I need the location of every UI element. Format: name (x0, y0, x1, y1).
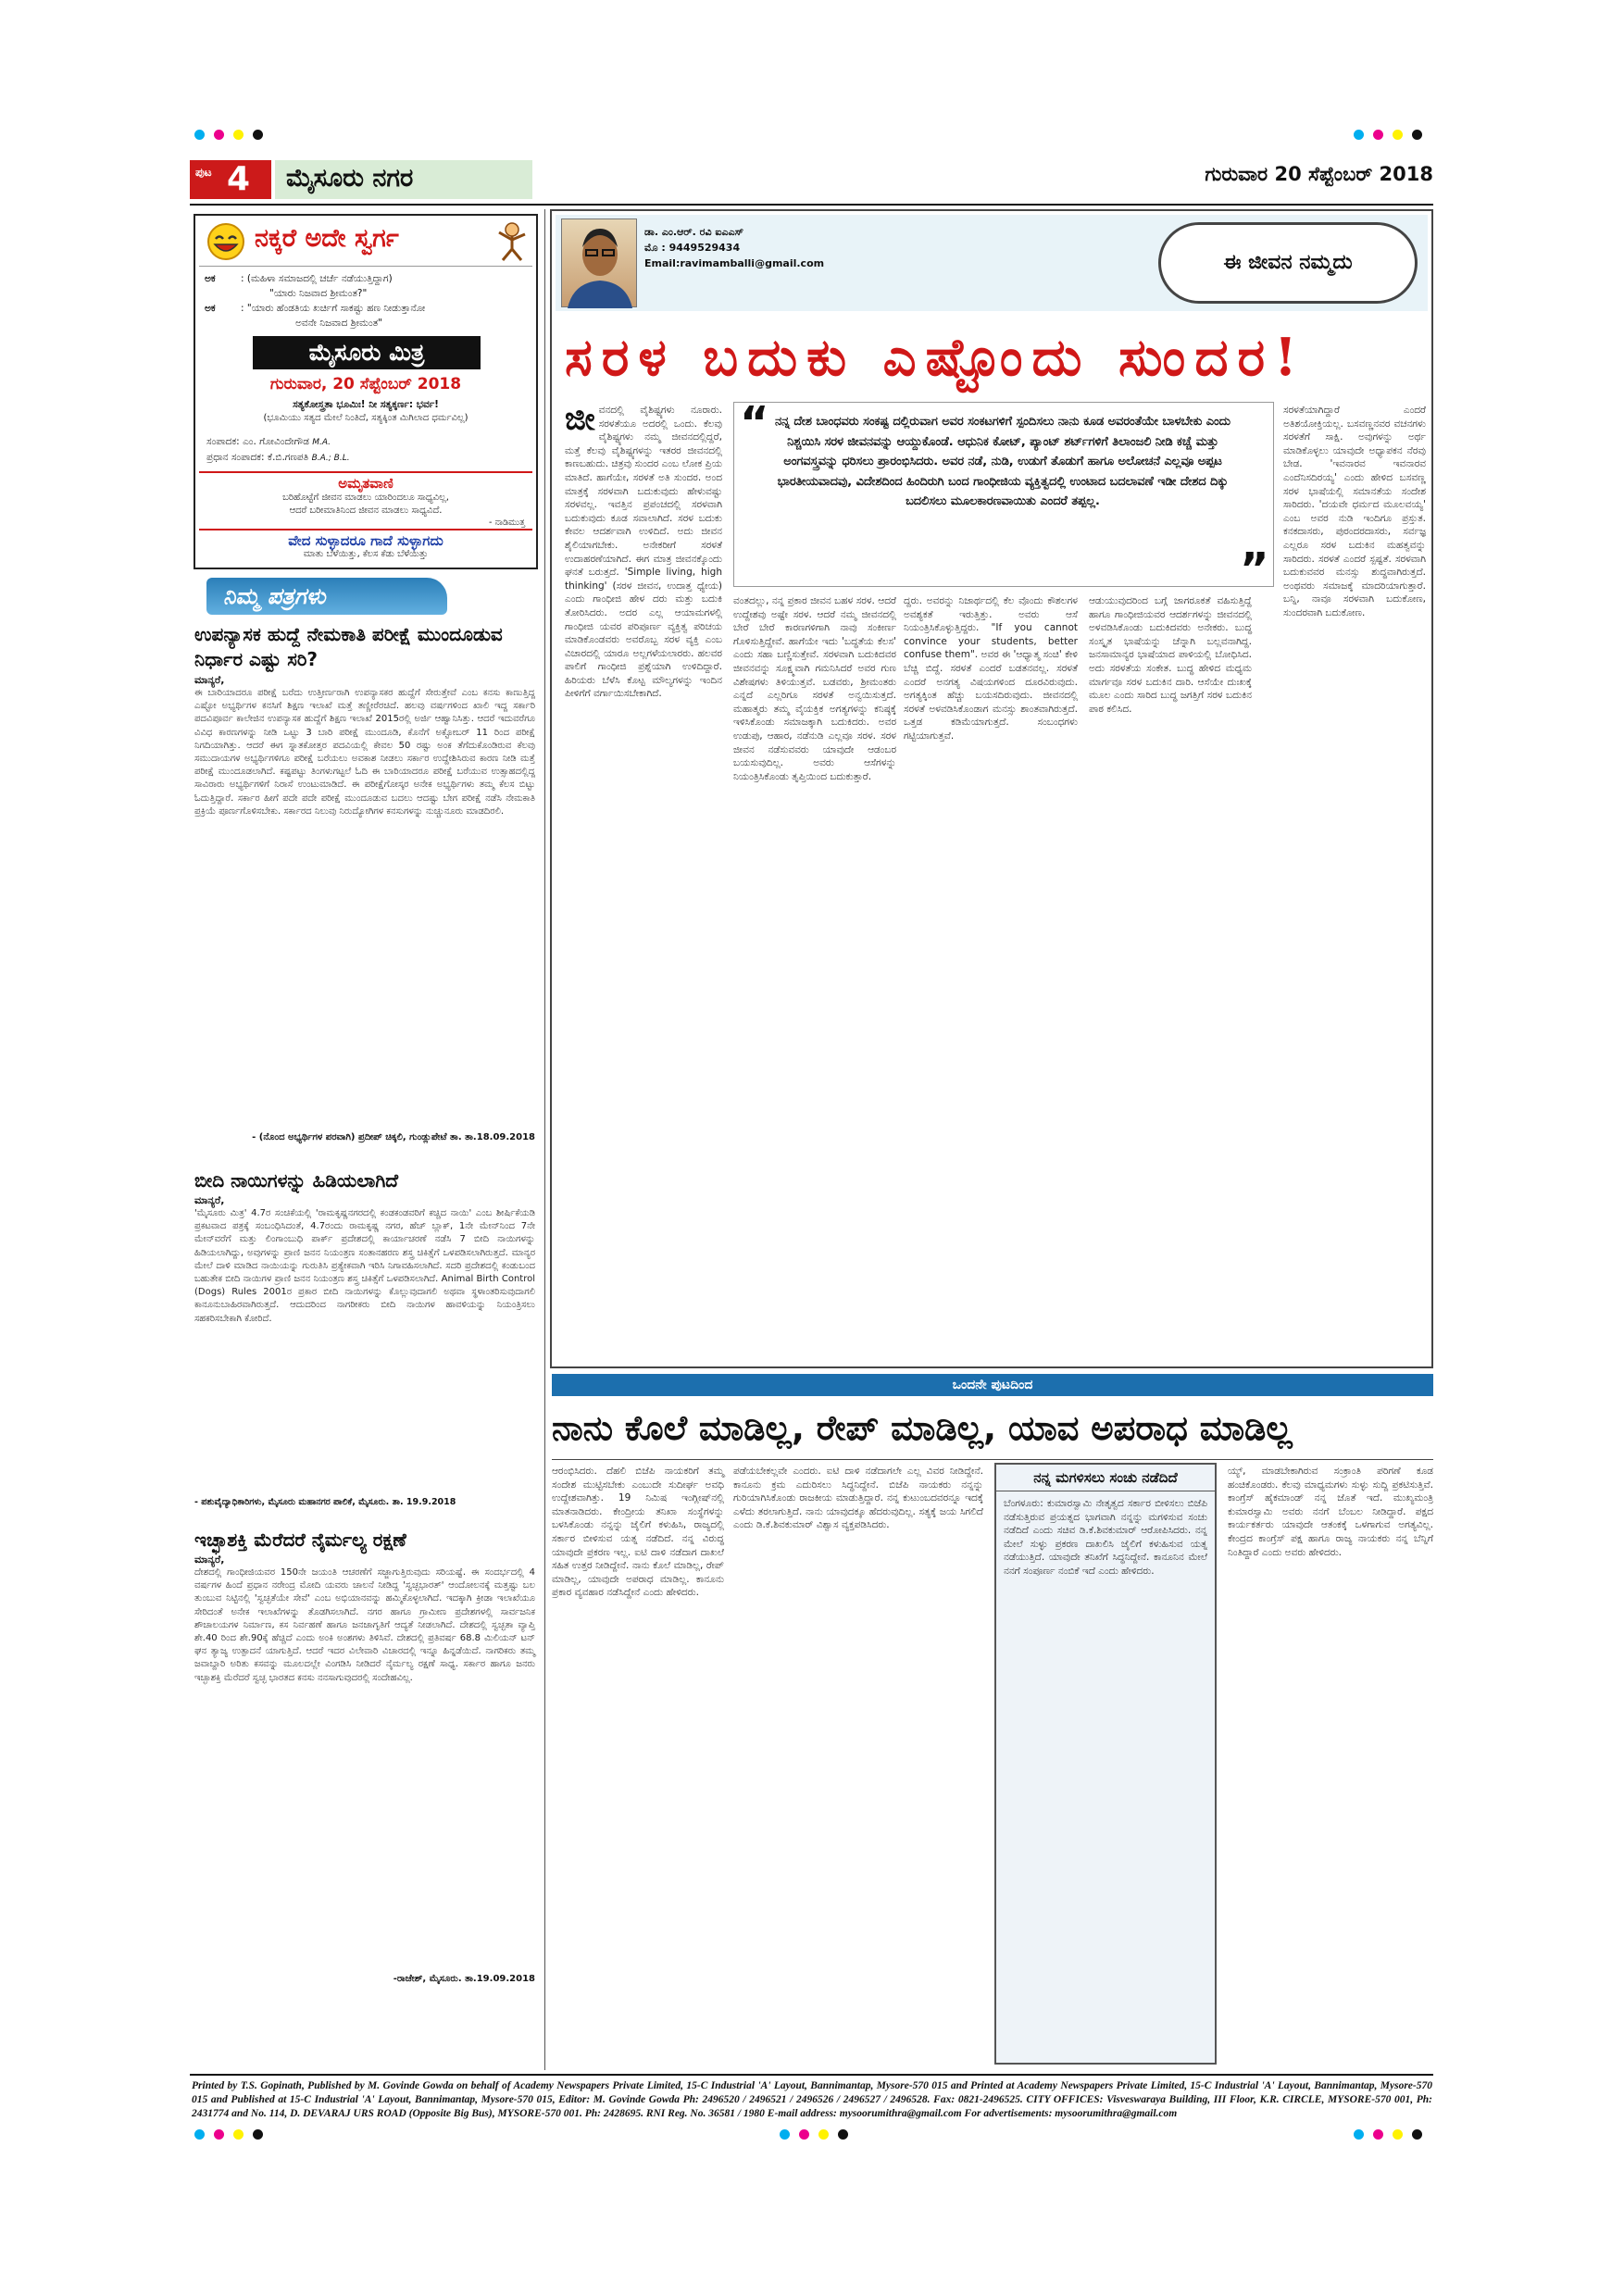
joke-speaker-2: ಅಕ (205, 303, 216, 314)
editor-name: ಎಂ. ಗೋವಿಂದೇಗೌಡ (243, 436, 309, 447)
letters-banner: ನಿಮ್ಮ ಪತ್ರಗಳು (206, 578, 447, 615)
column-divider (544, 209, 545, 2070)
joke-title: ನಕ್ಕರೆ ಅದೇ ಸ್ವರ್ಗ (255, 224, 399, 253)
amrutavani-title: ಅಮೃತವಾಣಿ (338, 475, 394, 492)
footer-rule (190, 2074, 1433, 2076)
column-article-frame (550, 209, 1433, 1368)
footer-imprint: Printed by T.S. Gopinath, Published by M. Govinde Gowda on behalf of Academy Newspapers Private Limited, 15-C Industrial 'A' Layout, Bannimantap, Mysore-570 015 and Printed at Academy Newspapers Private Limited, 15-C Industrial 'A' Layout, Bannimantap, Mysore-570 015 and Published at 15-C Industrial 'A' Layout, Bannimantap, Mysore-570 015, Editor: M. Govinde Gowda Ph: 2496520 / 2496521 / 2496526 / 2496527 / 2496528. Fax: 0821-2496525. CITY OFFICES: Visveswaraya Building, III Floor, K.R. CIRCLE, MYSORE-570 001, Ph: 2431774 and No. 114, D. DEVARAJ URS ROAD (Opposite Big Bus), MYSORE-570 001. Ph: 2428695. RNI Reg. No. 36581 / 1980 E-mail address: mysoorumithra@gmail.com For advertisements: mysoorumithra@gmail.com (192, 2080, 1432, 2119)
registration-marks-top-left (194, 130, 263, 140)
letter-3-salutation: ಮಾನ್ಯರೆ, (194, 1554, 225, 1566)
joke-line-1: : (ಮಹಿಳಾ ಸಮಾಜದಲ್ಲಿ ಚರ್ಚೆ ನಡೆಯುತ್ತಿದ್ದಾಗ) (241, 273, 393, 284)
amrutavani-line-1: ಬರಿಹೊಟ್ಟೆಗೆ ಜೀವನ ಮಾಡಲು ಯಾರಿಂದಲೂ ಸಾಧ್ಯವಿಲ್ಲ, (282, 493, 449, 503)
news-body-2: ಪಡೆಯಬೇಕಲ್ಲವೇ ಎಂದರು. ಐಟಿ ದಾಳಿ ನಡೆದಾಗಲೇ ಎಲ್ಲ ವಿವರ ನೀಡಿದ್ದೇನೆ. ಕಾನೂನು ಕ್ರಮ ಎದುರಿಸಲು ಸಿದ್ಧನಿದ್ದೇನೆ. ಬಿಜೆಪಿ ನಾಯಕರು ನನ್ನನ್ನು ಗುರಿಯಾಗಿಸಿಕೊಂಡು ರಾಜಕೀಯ ಮಾಡುತ್ತಿದ್ದಾರೆ. ನನ್ನ ಕುಟುಂಬದವರನ್ನೂ ಇದಕ್ಕೆ ಎಳೆದು ತರಲಾಗುತ್ತಿದೆ. ನಾನು ಯಾವುದಕ್ಕೂ ಹೆದರುವುದಿಲ್ಲ. ಸತ್ಯಕ್ಕೆ ಜಯ ಸಿಗಲಿದೆ ಎಂದು ಡಿ.ಕೆ.ಶಿವಕುಮಾರ್ ವಿಶ್ವಾಸ ವ್ಯಕ್ತಪಡಿಸಿದರು. (733, 1466, 987, 1531)
exec-editor-name: ಕೆ.ಬಿ.ಗಣಪತಿ (267, 452, 309, 463)
masthead-motto-translation: (ಭೂಮಿಯು ಸತ್ಯದ ಮೇಲೆ ನಿಂತಿದೆ, ಸತ್ಯಕ್ಕಿಂತ ಮಿಗಿಲಾದ ಧರ್ಮವಿಲ್ಲ) (263, 413, 468, 423)
paper-name-logo: ಮೈಸೂರು ಮಿತ್ರ (253, 336, 481, 369)
amrutavani-box (199, 471, 532, 529)
open-quote-icon: “ (740, 397, 769, 449)
dancing-figure-icon (493, 221, 531, 262)
page-number-badge (190, 160, 271, 199)
letter-2-headline: ಬೀದಿ ನಾಯಿಗಳನ್ನು ಹಿಡಿಯಲಾಗಿದೆ (194, 1169, 399, 1192)
column-body-2: ವಂತದಲ್ಲು, ನನ್ನ ಪ್ರಕಾರ ಜೀವನ ಬಹಳ ಸರಳ. ಆದರೆ ಉದ್ದೇಶವು ಅಷ್ಟೇ ಸರಳ. ಆದರೆ ನಮ್ಮ ಜೀವನದಲ್ಲಿ ಬೇರೆ ಬೇರೆ ಕಾರಣಗಳಿಗಾಗಿ ನಾವು ಸಂಕೀರ್ಣ ಗೊಳಿಸುತ್ತಿದ್ದೇವೆ. ಹಾಗೆಯೇ ಇದು 'ಬದ್ಧತೆಯ ಕೆಲಸ' ಎಂದು ಸಹಾ ಬಣ್ಣಿಸುತ್ತೇವೆ. ಸರಳವಾಗಿ ಬದುಕಿದವರ ಜೀವನವನ್ನು ಸೂಕ್ಷ್ಮವಾಗಿ ಗಮನಿಸಿದರೆ ಅವರ ಗುಣ ವಿಶೇಷಗಳು ತಿಳಿಯುತ್ತವೆ. ಬಡವರು, ಶ್ರೀಮಂತರು ಎನ್ನದೆ ಎಲ್ಲರಿಗೂ ಸರಳತೆ ಅನ್ವಯಿಸುತ್ತದೆ. ಮಹಾತ್ಮರು ತಮ್ಮ ವೈಯಕ್ತಿಕ ಅಗತ್ಯಗಳನ್ನು ಕನಿಷ್ಠಕ್ಕೆ ಇಳಿಸಿಕೊಂಡು ಸಮಾಜಕ್ಕಾಗಿ ಬದುಕಿದರು. ಅವರ ಉಡುಪು, ಆಹಾರ, ನಡೆನುಡಿ ಎಲ್ಲವೂ ಸರಳ. ಸರಳ ಜೀವನ ನಡೆಸುವವರು ಯಾವುದೇ ಆಡಂಬರ ಬಯಸುವುದಿಲ್ಲ. ಅವರು ಆಸೆಗಳನ್ನು ನಿಯಂತ್ರಿಸಿಕೊಂಡು ತೃಪ್ತಿಯಿಂದ ಬದುಕುತ್ತಾರೆ. (733, 595, 900, 782)
letter-2-salutation: ಮಾನ್ಯರೆ, (194, 1194, 225, 1206)
joke-line-3: : "ಯಾರು ಹೆಂಡತಿಯ ಖರ್ಚಿಗೆ ಸಾಕಷ್ಟು ಹಣ ನೀಡುತ್ತಾನೋ (241, 303, 426, 314)
letter-2 (194, 1168, 539, 1508)
author-mobile: ಮೊ : 9449529434 (644, 242, 741, 254)
proverb-box (199, 529, 532, 568)
joke-divider (199, 266, 532, 267)
section-name: ಮೈಸೂರು ನಗರ (286, 164, 414, 193)
news-body-4: ಯ್ಯ್, ಮಾಡಬೇಕಾಗಿರುವ ಸಂಕ್ರಾಂತಿ ಪರಿಗಣೆ ಕೂಡ ಹಂಚಿಕೊಂಡರು. ಕೆಲವು ಮಾಧ್ಯಮಗಳು ಸುಳ್ಳು ಸುದ್ದಿ ಪ್ರಕಟಿಸುತ್ತಿವೆ. ಕಾಂಗ್ರೆಸ್ ಹೈಕಮಾಂಡ್ ನನ್ನ ಜೊತೆ ಇದೆ. ಮುಖ್ಯಮಂತ್ರಿ ಕುಮಾರಸ್ವಾಮಿ ಅವರು ನನಗೆ ಬೆಂಬಲ ನೀಡಿದ್ದಾರೆ. ಪಕ್ಷದ ಕಾರ್ಯಕರ್ತರು ಯಾವುದೇ ಆತಂಕಕ್ಕೆ ಒಳಗಾಗುವ ಅಗತ್ಯವಿಲ್ಲ. ಕೇಂದ್ರದ ಕಾಂಗ್ರೆಸ್ ಪಕ್ಷ ಹಾಗೂ ರಾಜ್ಯ ನಾಯಕರು ನನ್ನ ಬೆನ್ನಿಗೆ ನಿಂತಿದ್ದಾರೆ ಎಂದು ಅವರು ಹೇಳಿದರು. (1228, 1466, 1437, 1558)
letter-2-body: 'ಮೈಸೂರು ಮಿತ್ರ' 4.7ರ ಸಂಚಿಕೆಯಲ್ಲಿ 'ರಾಮಕೃಷ್ಣನಗರದಲ್ಲಿ ಕಂಡಕಂಡವರಿಗೆ ಕಚ್ಚಿದ ನಾಯಿ' ಎಂಬ ಶೀರ್ಷಿಕೆಯಡಿ ಪ್ರಕಟವಾದ ಪತ್ರಕ್ಕೆ ಸಂಬಂಧಿಸಿದಂತೆ, 4.7ರಂದು ರಾಮಕೃಷ್ಣ ನಗರ, ಹೆಚ್ ಬ್ಲಾಕ್, 1ನೇ ಮೇನ್‌ನಿಂದ 7ನೇ ಮೇನ್‌ವರೆಗೆ ಮತ್ತು ಲಿಂಗಾಂಬುಧಿ ಪಾರ್ಕ್ ಪ್ರದೇಶದಲ್ಲಿ ಕಾರ್ಯಾಚರಣೆ ನಡೆಸಿ 7 ಬೀದಿ ನಾಯಿಗಳನ್ನು ಹಿಡಿಯಲಾಗಿದ್ದು, ಅವುಗಳನ್ನು ಪ್ರಾಣಿ ಜನನ ನಿಯಂತ್ರಣ ಸಂತಾನಹರಣ ಶಸ್ತ್ರ ಚಿಕಿತ್ಸೆಗೆ ಒಳಪಡಿಸಲಾಗಿರುತ್ತದೆ. ಮಾನ್ಯರ ಮೇಲೆ ದಾಳಿ ಮಾಡಿದ ನಾಯಿಯನ್ನು ಗುರುತಿಸಿ ಪ್ರತ್ಯೇಕವಾಗಿ ಇರಿಸಿ ನಿಗಾವಹಿಸಲಾಗಿದೆ. ಸದರಿ ಪ್ರದೇಶದಲ್ಲಿ ಕಂಡುಬಂದ ಬಹುತೇಕ ಬೀದಿ ನಾಯಿಗಳ ಪ್ರಾಣಿ ಜನನ ನಿಯಂತ್ರಣ ಶಸ್ತ್ರ ಚಿಕಿತ್ಸೆಗೆ ಒಳಪಡಿಸಲಾಗಿದೆ. Animal Birth Control (Dogs) Rules 2001ರ ಪ್ರಕಾರ ಬೀದಿ ನಾಯಿಗಳನ್ನು ಕೊಲ್ಲುವುದಾಗಲಿ ಅಥವಾ ಸ್ಥಳಾಂತರಿಸುವುದಾಗಲಿ ಕಾನೂನುಬಾಹಿರವಾಗಿರುತ್ತದೆ. ಆದುದರಿಂದ ನಾಗರೀಕರು ಬೀದಿ ನಾಯಿಗಳ ಹಾವಳಿಯನ್ನು ನಿಯಂತ್ರಿಸಲು ಸಹಕರಿಸಬೇಕಾಗಿ ಕೋರಿದೆ. (194, 1208, 539, 1324)
column-text-1 (565, 401, 726, 1357)
joke-line-4: ಅವನೇ ನಿಜವಾದ ಶ್ರೀಮಂತ" (295, 318, 383, 329)
dropcap: ಜೀ (565, 401, 595, 438)
header-date: ಗುರುವಾರ 20 ಸೆಪ್ಟೆಂಬರ್ 2018 (1205, 163, 1433, 185)
author-name: ಡಾ. ಎಂ.ಆರ್. ರವಿ ಐಎಎಸ್ (644, 226, 744, 238)
author-portrait-icon (562, 219, 638, 308)
pull-quote-text: ನನ್ನ ದೇಶ ಬಾಂಧವರು ಸಂಕಷ್ಟ ದಲ್ಲಿರುವಾಗ ಅವರ ಸಂಕಟಗಳಿಗೆ ಸ್ಪಂದಿಸಲು ನಾನು ಕೂಡ ಅವರಂತೆಯೇ ಬಾಳಬೇಕು ಎಂದು ನಿಶ್ಚಯಿಸಿ ಸರಳ ಜೀವನವನ್ನು ಆಯ್ದುಕೊಂಡೆ. ಆಧುನಿಕ ಕೋಟ್, ಪ್ಯಾಂಟ್ ಶರ್ಟ್‌ಗಳಿಗೆ ತಿಲಾಂಜಲಿ ನೀಡಿ ಕಚ್ಚೆ ಮತ್ತು ಅಂಗವಸ್ತ್ರವನ್ನು ಧರಿಸಲು ಪ್ರಾರಂಭಿಸಿದರು. ಅವರ ನಡೆ, ನುಡಿ, ಉಡುಗೆ ತೊಡುಗೆ ಹಾಗೂ ಅಲೋಚನೆ ಎಲ್ಲವೂ ಅಪ್ಪಟ ಭಾರತೀಯವಾದವು, ವಿದೇಶದಿಂದ ಹಿಂದಿರುಗಿ ಬಂದ ಗಾಂಧೀಜಿಯ ವ್ಯಕ್ತಿತ್ವದಲ್ಲಿ ಉಂಟಾದ ಬದಲಾವಣೆ ಇಡೀ ದೇಶದ ದಿಕ್ಕು ಬದಲಿಸಲು ಮೂಲಕಾರಣವಾಯಿತು ಎಂದರೆ ತಪ್ಪಲ್ಲ. (775, 415, 1230, 508)
page-label: ಪುಟ (195, 166, 212, 179)
letter-1-salutation: ಮಾನ್ಯರೆ, (194, 674, 225, 686)
news-headline: ನಾನು ಕೊಲೆ ಮಾಡಿಲ್ಲ, ರೇಪ್ ಮಾಡಿಲ್ಲ, ಯಾವ ಅಪರಾಧ ಮಾಡಿಲ್ಲ (552, 1408, 1293, 1448)
amrutavani-line-2: ಆದರೆ ಬರೀಮಾತಿನಿಂದ ಜೀವನ ಮಾಡಲು ಸಾಧ್ಯವಿದೆ. (289, 505, 443, 516)
editor-credits (206, 434, 531, 466)
author-info (644, 224, 922, 271)
masthead-motto: ಸತ್ಯಕೋಸ್ತ್ರತಾ ಭೂಮಿಃ! ನೀ ಸತ್ಯಕ್ಕರ್ಣ: ಭರ್ವ! (293, 399, 439, 410)
news-sidebar-title: ನನ್ನ ಮಗಳಿಸಲು ಸಂಚು ನಡೆದಿದೆ (996, 1465, 1215, 1491)
joke-title-row (199, 221, 532, 262)
exec-editor-degree: B.A.; B.L. (311, 454, 350, 463)
left-top-box (194, 214, 538, 569)
letter-3 (194, 1528, 539, 1984)
editor-label: ಸಂಪಾದಕ: (206, 436, 240, 447)
header-rule (190, 204, 1433, 206)
letter-3-headline: ಇಚ್ಛಾಶಕ್ತಿ ಮೆರೆದರೆ ನೈರ್ಮಲ್ಯ ರಕ್ಷಣೆ (194, 1529, 406, 1551)
author-photo (561, 218, 637, 307)
column-body-3: ದ್ದರು. ಅವರನ್ನು ನಿಜಾರ್ಥದಲ್ಲಿ ಕೆಲ ವೊಂದು ಕೌಶಲಗಳ ಅವಶ್ಯಕತೆ ಇರುತ್ತಿತ್ತು. ಅವರು ಆಸೆ ನಿಯಂತ್ರಿಸಿಕೊಳ್ಳುತ್ತಿದ್ದರು. "If you cannot convince your students, better confuse them". ಅವರ ಈ 'ಆಧ್ಯಾತ್ಮ ಸಂಚಿ' ಕೇಳಿ ಬೆಚ್ಚಿ ಬಿದ್ದೆ. ಸರಳತೆ ಎಂದರೆ ಬಡತನವಲ್ಲ. ಸರಳತೆ ಎಂದರೆ ಅನಗತ್ಯ ವಿಷಯಗಳಿಂದ ದೂರವಿರುವುದು. ಅಗತ್ಯಕ್ಕಿಂತ ಹೆಚ್ಚು ಬಯಸದಿರುವುದು. ಜೀವನದಲ್ಲಿ ಸರಳತೆ ಅಳವಡಿಸಿಕೊಂಡಾಗ ಮನಸ್ಸು ಶಾಂತವಾಗಿರುತ್ತದೆ. ಒತ್ತಡ ಕಡಿಮೆಯಾಗುತ್ತದೆ. ಸಂಬಂಧಗಳು ಗಟ್ಟಿಯಾಗುತ್ತವೆ. (904, 595, 1081, 742)
section-name-bar (275, 160, 532, 199)
page-header-left (190, 160, 532, 199)
letter-2-signoff: - ಪಶುವೈದ್ಯಾಧಿಕಾರಿಗಳು, ಮೈಸೂರು ಮಹಾನಗರ ಪಾಲಿಕೆ, ಮೈಸೂರು. ತಾ. 19.9.2018 (194, 1497, 456, 1507)
pull-quote-box (733, 397, 1274, 595)
letter-1-headline: ಉಪನ್ಯಾಸಕ ಹುದ್ದೆ ನೇಮಕಾತಿ ಪರೀಕ್ಷೆ ಮುಂದೂಡುವ ನಿರ್ಧಾರ ಎಷ್ಟು ಸರಿ? (194, 623, 503, 670)
amrutavani-credit: - ನಾಡಿಮುತ್ತ (489, 518, 525, 528)
laughing-face-icon (205, 221, 247, 262)
column-series-badge: ಈ ಜೀವನ ನಮ್ಮದು (1158, 222, 1418, 304)
editor-degree: M.A. (312, 438, 331, 447)
joke-line-2: "ಯಾರು ನಿಜವಾದ ಶ್ರೀಮಂತ?" (269, 288, 368, 299)
registration-marks-bottom-right (1354, 2129, 1422, 2140)
news-body-1: ಆರಂಭಿಸಿದರು. ದೆಹಲಿ ಬಿಜೆಪಿ ನಾಯಕರಿಗೆ ತಮ್ಮ ಸಂದೇಶ ಮುಟ್ಟಿಸಬೇಕು ಎಂಬುದೇ ಸುದೀರ್ಘ ಅವಧಿ ಉದ್ದೇಶವಾಗಿತ್ತು. 19 ನಿಮಿಷ ಇಂಗ್ಲೀಷ್‌ನಲ್ಲಿ ಮಾತನಾಡಿದರು. ಕೇಂದ್ರೀಯ ತನಿಖಾ ಸಂಸ್ಥೆಗಳನ್ನು ಬಳಸಿಕೊಂಡು ನನ್ನನ್ನು ಜೈಲಿಗೆ ಕಳುಹಿಸಿ, ರಾಜ್ಯದಲ್ಲಿ ಸರ್ಕಾರ ಬೀಳಿಸುವ ಯತ್ನ ನಡೆದಿದೆ. ನನ್ನ ವಿರುದ್ಧ ಯಾವುದೇ ಪ್ರಕರಣ ಇಲ್ಲ. ಐಟಿ ದಾಳಿ ನಡೆದಾಗ ದಾಖಲೆ ಸಹಿತ ಉತ್ತರ ನೀಡಿದ್ದೇನೆ. ನಾನು ಕೊಲೆ ಮಾಡಿಲ್ಲ, ರೇಪ್ ಮಾಡಿಲ್ಲ, ಯಾವುದೇ ಅಪರಾಧ ಮಾಡಿಲ್ಲ. ಕಾನೂನು ಪ್ರಕಾರ ವ್ಯವಹಾರ ನಡೆಸಿದ್ದೇನೆ ಎಂದು ಹೇಳಿದರು. (552, 1466, 728, 1599)
column-body-1: ವನದಲ್ಲಿ ವೈಶಿಷ್ಟ್ಯಗಳು ನೂರಾರು. ಸರಳತೆಯೂ ಅದರಲ್ಲಿ ಒಂದು. ಕೆಲವು ವೈಶಿಷ್ಟ್ಯಗಳು ನಮ್ಮ ಜೀವನದಲ್ಲಿದ್ದರೆ, ಮತ್ತೆ ಕೆಲವು ವೈಶಿಷ್ಟ್ಯಗಳನ್ನು ಇತರರ ಜೀವನದಲ್ಲಿ ಕಾಣಬಹುದು. ಚಿತ್ರವು ಸುಂದರ ಎಂಬ ಲೋಕ ಪ್ರಿಯ ಮಾತಿದೆ. ಹಾಗೆಯೇ, ಸರಳತೆ ಅತಿ ಸುಂದರ. ಅಂದ ಮಾತ್ರಕ್ಕೆ ಸರಳವಾಗಿ ಬದುಕುವುದು ಹೇಳುವಷ್ಟು ಸರಳವಲ್ಲ. ಇವತ್ತಿನ ಪ್ರಪಂಚದಲ್ಲಿ ಸರಳವಾಗಿ ಬದುಕುವುದು ಕೂಡ ಸವಾಲಾಗಿದೆ. ಸರಳ ಬದುಕು ಕೇವಲ ಆದರ್ಶವಾಗಿ ಉಳಿದಿದೆ. ಅದು ಜೀವನ ಶೈಲಿಯಾಗಬೇಕು. ಅನೇಕರೀಗೆ ಸರಳತೆ ಉದಾಹರಣೆಯಾಗಿದೆ. ಈಗ ಮಾತ್ರ ಜೀವನಕ್ಕೊಂದು ಘನತೆ ಬರುತ್ತದೆ. 'Simple living, high thinking' (ಸರಳ ಜೀವನ, ಉದಾತ್ತ ಧ್ಯೇಯ) ಎಂದು ಗಾಂಧೀಜಿ ಹೇಳ ದರು ಮತ್ತು ಬದುಕಿ ತೋರಿಸಿದರು. ಅದರ ಎಲ್ಲ ಆಯಾಮಗಳಲ್ಲಿ ಗಾಂಧೀಜಿ ಯವರ ಪರಿಪೂರ್ಣ ವ್ಯಕ್ತಿತ್ವ ಪರಿಚಯ ಮಾಡಿಕೊಂಡವರು ಅವರೊಬ್ಬ ಸರಳ ವ್ಯಕ್ತಿ ಎಂಬ ವಿಚಾರದಲ್ಲಿ ಯಾರೂ ಅಲ್ಲಗಳೆಯಲಾರರು. ಹಲವರ ಪಾಲಿಗೆ ಗಾಂಧೀಜಿ ಪ್ರಶ್ನೆಯಾಗಿ ಉಳಿದಿದ್ದಾರೆ. ಹಿರಿಯರು ಬೆಳೆಸಿ ಕೊಟ್ಟ ಮೌಲ್ಯಗಳನ್ನು ಇಂದಿನ ಪೀಳಿಗೆಗೆ ವರ್ಗಾಯಿಸಬೇಕಾಗಿದೆ. (565, 405, 726, 700)
registration-marks-bottom-left (194, 2129, 263, 2140)
news-sidebar-body: ಬೆಂಗಳೂರು: ಕುಮಾರಸ್ವಾಮಿ ನೇತೃತ್ವದ ಸರ್ಕಾರ ಬೀಳಿಸಲು ಬಿಜೆಪಿ ನಡೆಸುತ್ತಿರುವ ಪ್ರಯತ್ನದ ಭಾಗವಾಗಿ ನನ್ನನ್ನು ಮಗಳಿಸುವ ಸಂಚು ನಡೆದಿದೆ ಎಂದು ಸಚಿವ ಡಿ.ಕೆ.ಶಿವಕುಮಾರ್ ಆರೋಪಿಸಿದರು. ನನ್ನ ಮೇಲೆ ಸುಳ್ಳು ಪ್ರಕರಣ ದಾಖಲಿಸಿ ಜೈಲಿಗೆ ಕಳುಹಿಸುವ ಯತ್ನ ನಡೆಯುತ್ತಿದೆ. ಯಾವುದೇ ತನಿಖೆಗೆ ಸಿದ್ಧನಿದ್ದೇನೆ. ಕಾನೂನಿನ ಮೇಲೆ ನನಗೆ ಸಂಪೂರ್ಣ ನಂಬಿಕೆ ಇದೆ ಎಂದು ಹೇಳಿದರು. (1004, 1498, 1211, 1577)
close-quote-icon: ” (1240, 543, 1269, 595)
masthead-date: ಗುರುವಾರ, 20 ಸೆಪ್ಟೆಂಬರ್ 2018 (269, 375, 462, 393)
proverb-title: ವೇದ ಸುಳ್ಳಾದರೂ ಗಾದೆ ಸುಳ್ಳಾಗದು (288, 532, 443, 549)
exec-editor-label: ಪ್ರಧಾನ ಸಂಪಾದಕ: (206, 452, 265, 463)
letter-3-body: ದೇಶದಲ್ಲಿ ಗಾಂಧೀಜಿಯವರ 150ನೇ ಜಯಂತಿ ಆಚರಣೆಗೆ ಸಜ್ಜಾಗುತ್ತಿರುವುದು ಸರಿಯಷ್ಟೆ. ಈ ಸಂದರ್ಭದಲ್ಲಿ 4 ವರ್ಷಗಳ ಹಿಂದೆ ಪ್ರಧಾನ ನರೇಂದ್ರ ಮೋದಿ ಯವರು ಚಾಲನೆ ನೀಡಿದ್ದ 'ಸ್ವಚ್ಛಭಾರತ್' ಆಂದೋಲನಕ್ಕೆ ಮತ್ತಷ್ಟು ಬಲ ತುಂಬುವ ನಿಟ್ಟಿನಲ್ಲಿ 'ಸ್ವಚ್ಛತೆಯೇ ಸೇವೆ' ಎಂಬ ಅಭಿಯಾನವನ್ನು ಹಮ್ಮಿಕೊಳ್ಳಲಾಗಿದೆ. ಇದಕ್ಕಾಗಿ ಕ್ರೀಡಾ ಇಲಾಖೆಯೂ ಸೇರಿದಂತೆ ಅನೇಕ ಇಲಾಖೆಗಳನ್ನು ತೊಡಗಿಸಲಾಗಿದೆ. ನಗರ ಹಾಗೂ ಗ್ರಾಮೀಣ ಪ್ರದೇಶಗಳಲ್ಲಿ ಸಾರ್ವಜನಿಕ ಶೌಚಾಲಯಗಳ ನಿರ್ಮಾಣ, ಕಸ ನಿರ್ವಹಣೆ ಹಾಗೂ ಜನಜಾಗೃತಿಗೆ ಆದ್ಯತೆ ನೀಡಲಾಗಿದೆ. ದೇಶದಲ್ಲಿ ಸ್ವಚ್ಛತಾ ವ್ಯಾಪ್ತಿ ಶೇ.40 ರಿಂದ ಶೇ.90ಕ್ಕೆ ಹೆಚ್ಚಿದೆ ಎಂದು ಅಂಕಿ ಅಂಶಗಳು ತಿಳಿಸಿವೆ. ದೇಶದಲ್ಲಿ ಪ್ರತಿವರ್ಷ 68.8 ಮಿಲಿಯನ್ ಟನ್ ಘನ ತ್ಯಾಜ್ಯ ಉತ್ಪಾದನೆ ಯಾಗುತ್ತಿದೆ. ಆದರೆ ಇದರ ವಿಲೇವಾರಿ ವಿಚಾರದಲ್ಲಿ ಇನ್ನೂ ಹಿನ್ನಡೆಯಿದೆ. ನಾಗರಿಕರು ತಮ್ಮ ಜವಾಬ್ದಾರಿ ಅರಿತು ಕಸವನ್ನು ಮೂಲದಲ್ಲೇ ವಿಂಗಡಿಸಿ ನೀಡಿದರೆ ನೈರ್ಮಲ್ಯ ರಕ್ಷಣೆ ಸಾಧ್ಯ. ಸರ್ಕಾರ ಹಾಗೂ ಜನರು ಇಚ್ಛಾಶಕ್ತಿ ಮೆರೆದರೆ ಸ್ವಚ್ಛ ಭಾರತದ ಕನಸು ನನಸಾಗುವುದರಲ್ಲಿ ಸಂದೇಹವಿಲ್ಲ. (194, 1567, 539, 1683)
joke-text (205, 271, 531, 331)
column-body-4: ಆಡುಯುವುದರಿಂದ ಬಗ್ಗೆ ಜಾಗರೂಕತೆ ವಹಿಸುತ್ತಿದ್ದೆ ಹಾಗೂ ಗಾಂಧೀಜಿಯವರ ಆದರ್ಶಗಳನ್ನು ಜೀವನದಲ್ಲಿ ಅಳವಡಿಸಿಕೊಂಡು ಬದುಕಿದವರು ಅನೇಕರು. ಬುದ್ಧ ಸಂಸ್ಕೃತ ಭಾಷೆಯನ್ನು ಚೆನ್ನಾಗಿ ಬಲ್ಲವನಾಗಿದ್ದ. ಜನಸಾಮಾನ್ಯರ ಭಾಷೆಯಾದ ಪಾಳಿಯಲ್ಲಿ ಬೋಧಿಸಿದ. ಅದು ಸರಳತೆಯ ಸಂಕೇತ. ಬುದ್ಧ ಹೇಳಿದ ಮಧ್ಯಮ ಮಾರ್ಗವೂ ಸರಳ ಬದುಕಿನ ದಾರಿ. ಆಸೆಯೇ ದುಃಖಕ್ಕೆ ಮೂಲ ಎಂದು ಸಾರಿದ ಬುದ್ಧ ಜಗತ್ತಿಗೆ ಸರಳ ಬದುಕಿನ ಪಾಠ ಕಲಿಸಿದ. (1089, 595, 1255, 715)
column-headline: ಸರಳ ಬದುಕು ಎಷ್ಟೊಂದು ಸುಂದರ! (565, 327, 1306, 388)
letter-1-body: ಈ ಬಾರಿಯಾದರೂ ಪರೀಕ್ಷೆ ಬರೆದು ಉತ್ತೀರ್ಣರಾಗಿ ಉಪನ್ಯಾಸಕರ ಹುದ್ದೆಗೆ ಸೇರುತ್ತೇವೆ ಎಂಬ ಕನಸು ಕಾಣುತ್ತಿದ್ದ ಎಷ್ಟೋ ಅಭ್ಯರ್ಥಿಗಳ ಕನಸಿಗೆ ಶಿಕ್ಷಣ ಇಲಾಖೆ ಮತ್ತೆ ತಣ್ಣೀರೆರಚಿದೆ. ಹಲವು ವರ್ಷಗಳಿಂದ ಖಾಲಿ ಇದ್ದ ಸರ್ಕಾರಿ ಪದವಿಪೂರ್ವ ಕಾಲೇಜಿನ ಉಪನ್ಯಾಸಕ ಹುದ್ದೆಗೆ ಶಿಕ್ಷಣ ಇಲಾಖೆ 2015ರಲ್ಲಿ ಅರ್ಜಿ ಆಹ್ವಾನಿಸಿತ್ತು. ಆದರೆ ಇದುವರೆಗೂ ವಿವಿಧ ಕಾರಣಗಳನ್ನು ನೀಡಿ ಒಟ್ಟು 3 ಬಾರಿ ಪರೀಕ್ಷೆ ಮುಂದೂಡಿ, ಕೊನೆಗೆ ಅಕ್ಟೋಬರ್ 11 ರಿಂದ ಪರೀಕ್ಷೆ ನಿಗದಿಯಾಗಿತ್ತು. ಆದರೆ ಈಗ ಸ್ನಾತಕೋತ್ತರ ಪದವಿಯಲ್ಲಿ ಕೇವಲ 50 ರಷ್ಟು ಅಂಕ ತೆಗೆದುಕೊಂಡಿರುವ ಕೆಲವು ಸಮುದಾಯಗಳ ಅಭ್ಯರ್ಥಿಗಳಿಗೂ ಪರೀಕ್ಷೆ ಬರೆಯಲು ಅವಕಾಶ ನೀಡಲು ಸರ್ಕಾರ ಉದ್ದೇಶಿಸಿರುವ ಕಾರಣ ನೀಡಿ ಮತ್ತೆ ಪರೀಕ್ಷೆ ಮುಂದೂಡಲಾಗಿದೆ. ಕಷ್ಟಪಟ್ಟು ತಿಂಗಳುಗಟ್ಟಲೆ ಓದಿ ಈ ಬಾರಿಯಾದರೂ ಪರೀಕ್ಷೆ ಬರೆಯುವ ಉತ್ಸಾಹದಲ್ಲಿದ್ದ ಸಾವಿರಾರು ಅಭ್ಯರ್ಥಿಗಳಿಗೆ ನಿರಾಸೆ ಉಂಟುಮಾಡಿದೆ. ಈ ಪರೀಕ್ಷೆಗೋಸ್ಕರ ಅನೇಕ ಅಭ್ಯರ್ಥಿಗಳು ತಮ್ಮ ಕೆಲಸ ಬಿಟ್ಟು ಓದುತ್ತಿದ್ದಾರೆ. ಸರ್ಕಾರ ಹೀಗೆ ಪದೇ ಪದೇ ಪರೀಕ್ಷೆ ಮುಂದೂಡುವ ಬದಲು ಆದಷ್ಟು ಬೇಗ ಪರೀಕ್ಷೆ ನಡೆಸಿ ನೇಮಕಾತಿ ಪ್ರಕ್ರಿಯೆ ಪೂರ್ಣಗೊಳಿಸಬೇಕು. ಸರ್ಕಾರದ ನಿಲುವು ನಿರುದ್ಯೋಗಿಗಳ ಕನಸುಗಳನ್ನು ನುಚ್ಚುನೂರು ಮಾಡದಿರಲಿ. (194, 688, 539, 817)
registration-marks-top-right (1354, 130, 1422, 140)
letter-1-signoff: - (ನೊಂದ ಅಭ್ಯರ್ಥಿಗಳ ಪರವಾಗಿ) ಪ್ರದೀಪ್ ಚಿಕ್ಕಲಿ, ಗುಂಡ್ಲುಪೇಟೆ ತಾ. ತಾ.18.09.2018 (252, 1132, 535, 1142)
joke-speaker-1: ಅಕ (205, 273, 216, 284)
news-rule (552, 1459, 1433, 1460)
news-sidebar-box (994, 1463, 1217, 2065)
column-body-5: ಸರಳತೆಯಾಗಿದ್ದಾರೆ ಎಂದರೆ ಅತಿಶಯೋಕ್ತಿಯಲ್ಲ. ಬಸವಣ್ಣನವರ ವಚನಗಳು ಸರಳತೆಗೆ ಸಾಕ್ಷಿ. ಅವುಗಳನ್ನು ಅರ್ಥ ಮಾಡಿಕೊಳ್ಳಲು ಯಾವುದೇ ಅಧ್ಯಾಪಕನ ನೆರವು ಬೇಡ. 'ಇವನಾರವ ಇವನಾರವ ಎಂದೆನಿಸದಿರಯ್ಯ' ಎಂದು ಹೇಳಿದ ಬಸವಣ್ಣ ಸರಳ ಭಾಷೆಯಲ್ಲಿ ಸಮಾನತೆಯ ಸಂದೇಶ ಸಾರಿದರು. 'ದಯವೇ ಧರ್ಮದ ಮೂಲವಯ್ಯ' ಎಂಬ ಅವರ ನುಡಿ ಇಂದಿಗೂ ಪ್ರಸ್ತುತ. ಕನಕದಾಸರು, ಪುರಂದರದಾಸರು, ಸರ್ವಜ್ಞ ಎಲ್ಲರೂ ಸರಳ ಬದುಕಿನ ಮಹತ್ವವನ್ನು ಸಾರಿದರು. ಸರಳತೆ ಎಂದರೆ ಸ್ಪಷ್ಟತೆ. ಸರಳವಾಗಿ ಬದುಕುವವರ ಮನಸ್ಸು ಶುದ್ಧವಾಗಿರುತ್ತದೆ. ಅಂಥವರು ಸಮಾಜಕ್ಕೆ ಮಾದರಿಯಾಗುತ್ತಾರೆ. ಬನ್ನಿ, ನಾವೂ ಸರಳವಾಗಿ ಬದುಕೋಣ, ಸುಂದರವಾಗಿ ಬದುಕೋಣ. (1283, 405, 1430, 618)
author-email: Email:ravimamballi@gmail.com (644, 257, 825, 269)
kicker-bar (552, 1374, 1433, 1396)
proverb-line: ಮಾತು ಬೆಳೆಯಿತ್ತು, ಕೆಲಸ ಕೆಡು ಬೆಳೆಯಿತ್ತು (303, 549, 429, 559)
letter-1 (194, 622, 539, 1144)
kicker-text: ಒಂದನೇ ಪುಟದಿಂದ (952, 1378, 1033, 1392)
page-number: 4 (227, 160, 251, 198)
letter-3-signoff: -ರಾಜೇಶ್, ಮೈಸೂರು. ತಾ.19.09.2018 (393, 1974, 535, 1984)
registration-marks-bottom-center (780, 2129, 848, 2140)
